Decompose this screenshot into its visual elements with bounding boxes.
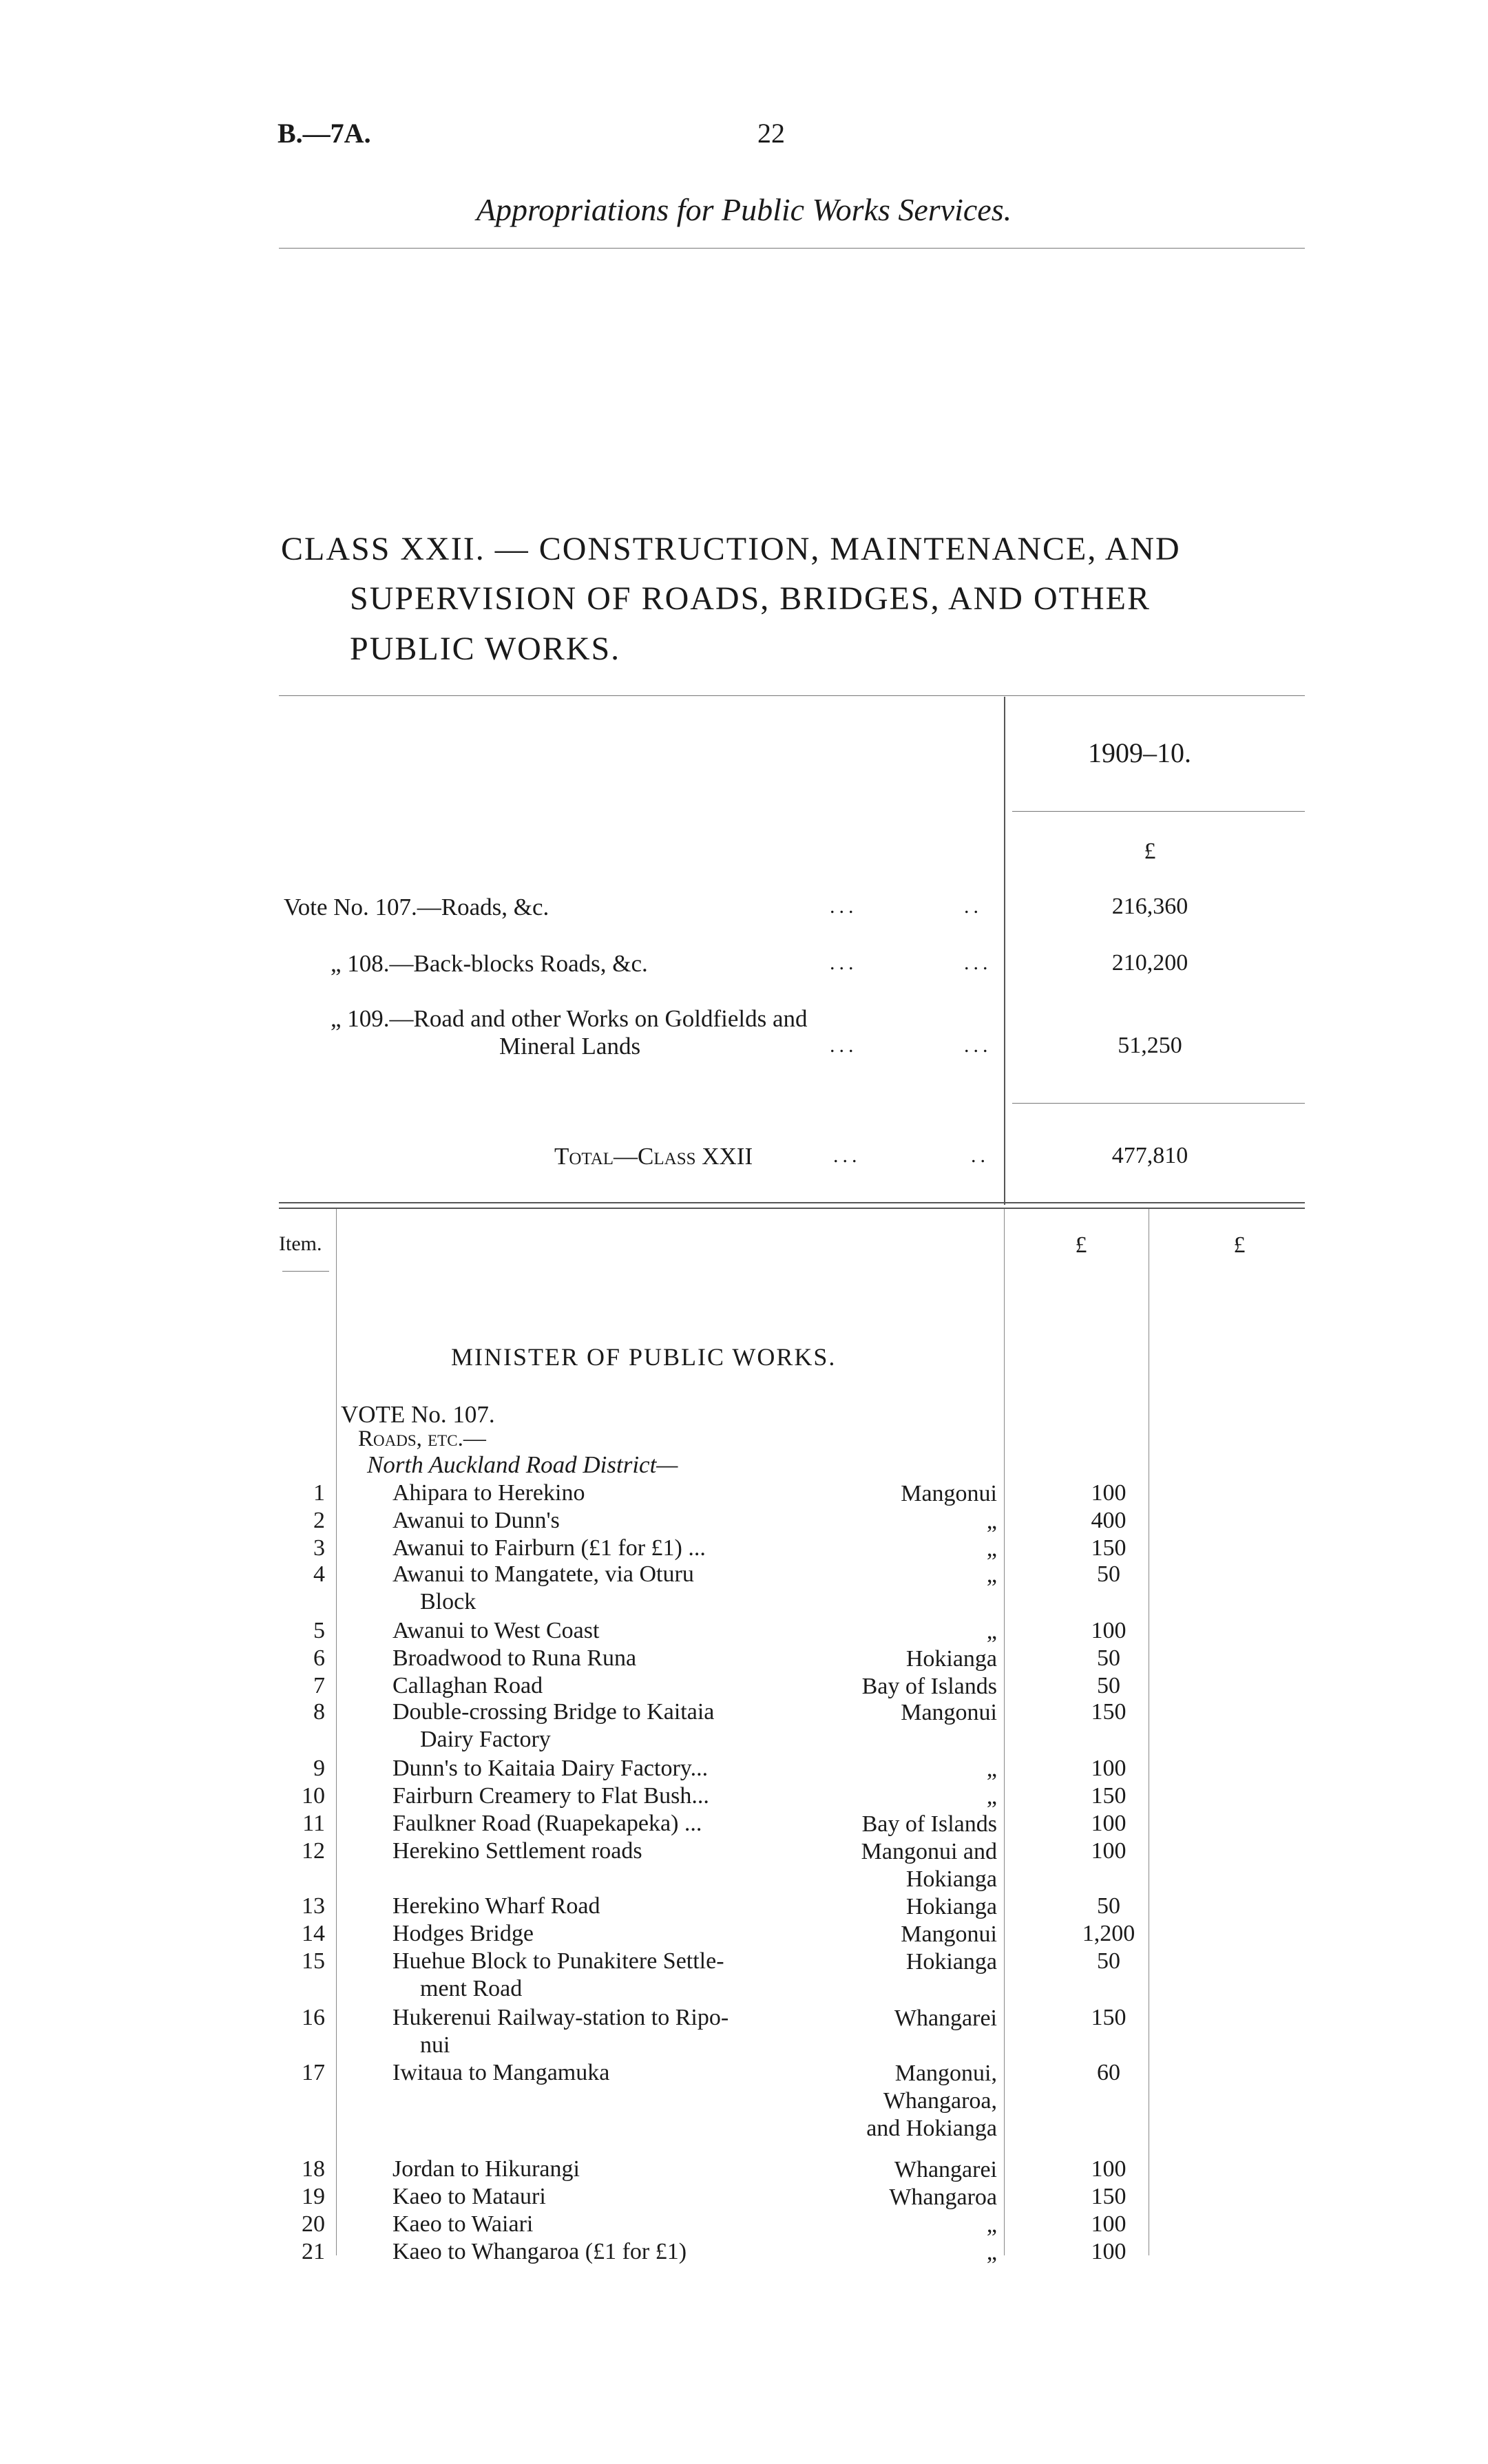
item-name: Dunn's to Kaitaia Dairy Factory... [392,1756,709,1781]
item-name: Huehue Block to Punakitere Settle- [392,1948,724,1974]
item-name: Hodges Bridge [392,1921,534,1946]
table-row [0,1756,1488,1783]
item-district-continued: Hokianga [905,1866,997,1892]
item-name: Faulkner Road (Ruapekapeka) ... [392,1811,702,1836]
vote-108-amount: 210,200 [1111,950,1188,976]
item-number: 18 [302,2156,325,2182]
item-name: Broadwood to Runa Runa [392,1645,637,1671]
item-amount: 100 [1091,1811,1127,1836]
item-amount: 150 [1091,1699,1127,1725]
leader-dots: .. [964,895,983,918]
leader-dots: ... [964,951,992,974]
item-number: 6 [313,1645,325,1671]
item-district: Hokianga [905,1949,997,1975]
items-table-top-rule-double [279,1208,1305,1209]
item-amount: 100 [1091,1618,1127,1643]
item-amount: 60 [1097,2060,1120,2085]
item-number: 5 [313,1618,325,1643]
table-row [0,1893,1488,1921]
table-row [0,2060,1488,2141]
table-row [0,2005,1488,2058]
class-heading-line-1: CLASS XXII. — CONSTRUCTION, MAINTENANCE, AND [281,531,1181,567]
table-row [0,1699,1488,1752]
item-district: „ [986,2240,997,2265]
item-district: „ [986,2212,997,2237]
total-rule [1012,1103,1305,1104]
item-number: 4 [313,1561,325,1587]
leader-dots: ... [964,1034,992,1057]
item-amount: 50 [1097,1948,1120,1974]
table-row [0,1561,1488,1614]
item-district: Whangaroa [889,2184,997,2210]
item-number: 1 [313,1480,325,1506]
item-name: Awanui to Mangatete, via Oturu [392,1561,694,1587]
item-name: Jordan to Hikurangi [392,2156,580,2182]
item-district: Bay of Islands [861,1674,997,1699]
class-heading-line-2: SUPERVISION OF ROADS, BRIDGES, AND OTHER [350,580,1151,617]
leader-dots: ... [830,1034,858,1057]
item-name: Awanui to West Coast [392,1618,600,1643]
item-amount: 150 [1091,1535,1127,1561]
vote-subtitle: Roads, etc.— [358,1426,486,1451]
item-district: „ [986,1536,997,1561]
minister-heading: MINISTER OF PUBLIC WORKS. [451,1343,837,1371]
summary-top-rule [279,695,1305,696]
total-label: Total—Class XXII [554,1143,753,1170]
table-row [0,2156,1488,2184]
total-column-currency: £ [1233,1232,1246,1258]
table-row [0,1811,1488,1838]
item-number: 21 [302,2239,325,2264]
item-amount: 1,200 [1082,1921,1135,1946]
item-district: „ [986,1508,997,1534]
item-amount: 100 [1091,2239,1127,2264]
district-heading: North Auckland Road District— [367,1451,678,1478]
item-number: 11 [302,1811,325,1836]
item-district: „ [986,1784,997,1809]
table-row [0,1535,1488,1563]
item-number: 13 [302,1893,325,1919]
item-number: 14 [302,1921,325,1946]
vote-109-label: „ 109.—Road and other Works on Goldfields and [331,1005,808,1032]
item-district: Mangonui [901,1921,997,1947]
amount-column-divider [1004,1209,1005,2255]
vote-109-label-continued: Mineral Lands [499,1033,641,1060]
leader-dots: .. [971,1144,989,1167]
item-name: Awanui to Dunn's [392,1508,560,1533]
item-name: Kaeo to Waiari [392,2211,534,2237]
table-row [0,2211,1488,2239]
item-name: Ahipara to Herekino [392,1480,585,1506]
item-name: Herekino Settlement roads [392,1838,642,1864]
item-name-continued: Block [420,1589,476,1614]
summary-column-divider [1004,697,1005,1205]
item-amount: 150 [1091,2184,1127,2209]
item-number: 17 [302,2060,325,2085]
item-district-continued: and Hokianga [866,2116,997,2141]
table-row [0,1618,1488,1645]
year-header-rule [1012,811,1305,812]
item-name: Kaeo to Whangaroa (£1 for £1) [392,2239,687,2264]
item-district: Hokianga [905,1894,997,1919]
item-amount: 400 [1091,1508,1127,1533]
item-number: 20 [302,2211,325,2237]
item-name: Double-crossing Bridge to Kaitaia [392,1699,715,1725]
table-row [0,1838,1488,1892]
item-number: 8 [313,1699,325,1725]
item-number: 3 [313,1535,325,1561]
item-district-continued: Whangaroa, [883,2088,997,2114]
table-row [0,1783,1488,1811]
items-table-top-rule [279,1202,1305,1203]
table-row [0,2239,1488,2266]
item-number: 9 [313,1756,325,1781]
vote-109-amount: 51,250 [1118,1033,1182,1058]
item-number: 10 [302,1783,325,1809]
item-district: Mangonui and [861,1839,997,1864]
item-name-continued: ment Road [420,1976,523,2001]
item-name: Herekino Wharf Road [392,1893,600,1919]
vote-107-label: Vote No. 107.—Roads, &c. [284,894,549,920]
total-amount: 477,810 [1111,1143,1188,1168]
item-amount: 100 [1091,1756,1127,1781]
item-number: 7 [313,1673,325,1698]
item-name: Awanui to Fairburn (£1 for £1) ... [392,1535,706,1561]
table-row [0,1480,1488,1508]
page-title: Appropriations for Public Works Services. [476,192,1012,227]
item-amount: 50 [1097,1673,1120,1698]
item-column-divider [336,1209,337,2255]
item-district: Mangonui, [894,2061,997,2086]
item-number: 15 [302,1948,325,1974]
leader-dots: ... [830,895,858,918]
item-name-continued: nui [420,2032,450,2058]
item-amount: 100 [1091,1480,1127,1506]
table-row [0,1508,1488,1535]
item-name: Fairburn Creamery to Flat Bush... [392,1783,709,1809]
class-heading-line-3: PUBLIC WORKS. [350,631,621,667]
item-district: Bay of Islands [861,1811,997,1837]
item-column-header: Item. [279,1232,322,1255]
item-name: Iwitaua to Mangamuka [392,2060,610,2085]
table-row [0,1673,1488,1700]
item-number: 12 [302,1838,325,1864]
item-amount: 100 [1091,2156,1127,2182]
item-header-underline [282,1271,329,1272]
document-code: B.—7A. [277,118,371,149]
table-row [0,2184,1488,2211]
vote-108-label: „ 108.—Back-blocks Roads, &c. [331,950,648,977]
table-row [0,1645,1488,1673]
item-district: Mangonui [901,1481,997,1506]
item-amount: 150 [1091,1783,1127,1809]
fiscal-year-header: 1909–10. [1088,737,1191,768]
item-district: „ [986,1562,997,1588]
item-amount: 50 [1097,1561,1120,1587]
page-number: 22 [757,118,785,149]
leader-dots: ... [833,1144,861,1167]
item-number: 19 [302,2184,325,2209]
vote-107-amount: 216,360 [1111,894,1188,919]
summary-currency: £ [1144,839,1156,864]
item-district: „ [986,1756,997,1782]
table-row [0,1948,1488,2001]
leader-dots: ... [830,951,858,974]
item-amount: 150 [1091,2005,1127,2030]
item-amount: 100 [1091,2211,1127,2237]
item-district: Whangarei [894,2005,997,2031]
item-district: Whangarei [894,2157,997,2182]
item-name: Kaeo to Matauri [392,2184,546,2209]
item-name-continued: Dairy Factory [420,1727,551,1752]
header-rule [279,248,1305,249]
item-amount: 50 [1097,1645,1120,1671]
table-row [0,1921,1488,1948]
item-amount: 50 [1097,1893,1120,1919]
item-district: Mangonui [901,1700,997,1725]
item-district: „ [986,1619,997,1644]
item-number: 16 [302,2005,325,2030]
item-amount: 100 [1091,1838,1127,1864]
amount-column-currency: £ [1075,1232,1087,1258]
vote-heading: VOTE No. 107. [341,1401,495,1428]
item-district: Hokianga [905,1646,997,1672]
item-number: 2 [313,1508,325,1533]
item-name: Callaghan Road [392,1673,543,1698]
item-name: Hukerenui Railway-station to Ripo- [392,2005,729,2030]
